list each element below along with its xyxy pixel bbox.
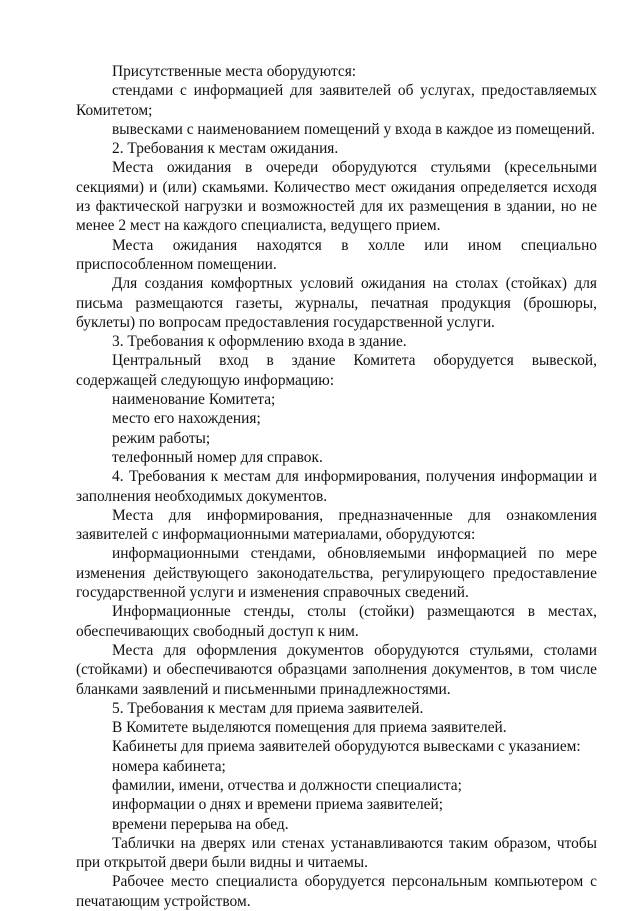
section-heading: 3. Требования к оформлению входа в здание. <box>112 333 407 351</box>
paragraph: В Комитете выделяются помещения для приема заявителей. <box>112 719 507 737</box>
list-item: режим работы; <box>112 429 211 447</box>
paragraph: Рабочее место специалиста оборудуется персональным компьютером с печатающим устройством. <box>76 873 597 910</box>
paragraph: Присутственные места оборудуются: <box>112 63 357 80</box>
paragraph: Таблички на дверях или стенах устанавливаются таким образом, чтобы при открытой двери были видны и читаемы. <box>76 834 597 872</box>
paragraph: Информационные стенды, столы (стойки) размещаются в местах, обеспечивающих свободный доступ к ним. <box>76 603 597 640</box>
paragraph: Места для оформления документов оборудуются стульями, столами (стойками) и обеспечиваются образцами заполнения документов, в том числе бланками заявлений и письменными принадлежностями. <box>76 641 597 698</box>
list-item: место его нахождения; <box>112 410 261 428</box>
section-heading: 5. Требования к местам для приема заявителей. <box>112 699 424 717</box>
paragraph: информационными стендами, обновляемыми информацией по мере изменения действующего законодательства, регулирующего предоставление государственной услуги и изменения справочных сведений. <box>76 545 597 602</box>
section-heading: 2. Требования к местам ожидания. <box>112 140 339 158</box>
list-item: информации о днях и времени приема заявителей; <box>112 796 444 814</box>
paragraph: вывесками с наименованием помещений у входа в каждое из помещений. <box>112 120 595 138</box>
paragraph: Для создания комфортных условий ожидания на столах (стойках) для письма размещаются газеты, журналы, печатная продукция (брошюры, буклеты) по вопросам предоставления государственной услуги. <box>76 275 597 331</box>
list-item: номера кабинета; <box>112 757 226 775</box>
list-item: телефонный номер для справок. <box>112 448 323 466</box>
section-heading: 4. Требования к местам для информирования, получения информации и заполнения необходимых документов. <box>76 468 597 505</box>
paragraph: Места ожидания находятся в холле или ином специально приспособленном помещении. <box>76 236 597 273</box>
paragraph: Места для информирования, предназначенные для ознакомления заявителей с информационными материалами, оборудуются: <box>76 506 597 544</box>
paragraph: Кабинеты для приема заявителей оборудуются вывесками с указанием: <box>112 738 581 756</box>
paragraph: стендами с информацией для заявителей об услугах, предоставляемых Комитетом; <box>76 82 597 119</box>
paragraph: Центральный вход в здание Комитета оборудуется вывеской, содержащей следующую информацию: <box>76 352 597 389</box>
paragraph: Места ожидания в очереди оборудуются стульями (кресельными секциями) и (или) скамьями. Количество мест ожидания определяется исходя из фактической нагрузки и возможностей для их размещения в здании, но не менее 2 мест на каждого специалиста, ведущего прием. <box>76 159 597 235</box>
list-item: фамилии, имени, отчества и должности специалиста; <box>112 776 462 794</box>
list-item: времени перерыва на обед. <box>112 815 289 833</box>
list-item: наименование Комитета; <box>112 391 276 409</box>
